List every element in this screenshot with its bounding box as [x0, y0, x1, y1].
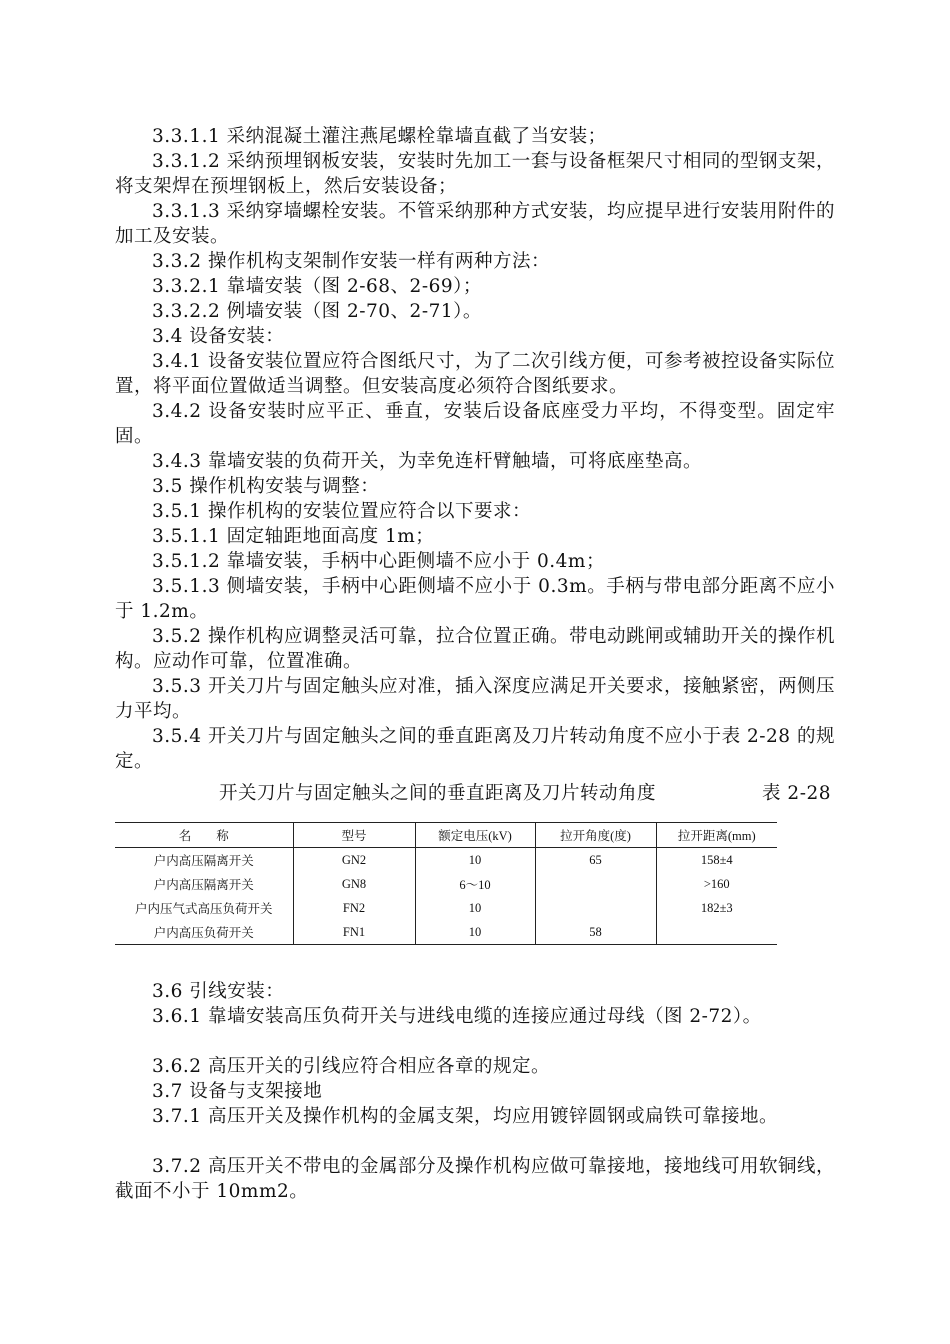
cell-model: FN1 — [293, 920, 415, 945]
cell-opening-distance: >160 — [656, 872, 777, 896]
paragraph-3-5-4: 3.5.4 开关刀片与固定触头之间的垂直距离及刀片转动角度不应小于表 2-28 的规定。 — [115, 726, 835, 772]
header-name: 名 称 — [115, 823, 293, 848]
spec-table — [115, 822, 777, 945]
paragraph-3-7-2: 3.7.2 高压开关不带电的金属部分及操作机构应做可靠接地，接地线可用软铜线，截面不小于 10mm2。 — [115, 1156, 835, 1202]
table-row — [115, 920, 777, 945]
table-row — [115, 848, 777, 873]
paragraph-3-3-1-1: 3.3.1.1 采纳混凝土灌注燕尾螺栓靠墙直截了当安装； — [152, 126, 607, 147]
table-caption-title: 开关刀片与固定触头之间的垂直距离及刀片转动角度 — [219, 783, 657, 804]
paragraph-3-4-2: 3.4.2 设备安装时应平正、垂直，安装后设备底座受力平均，不得变型。固定牢固。 — [115, 401, 835, 447]
paragraph-3-7-1: 3.7.1 高压开关及操作机构的金属支架，均应用镀锌圆钢或扁铁可靠接地。 — [152, 1106, 778, 1127]
paragraph-3-5-2: 3.5.2 操作机构应调整灵活可靠，拉合位置正确。带电动跳闸或辅助开关的操作机构。应动作可靠，位置准确。 — [115, 626, 835, 672]
header-opening-angle: 拉开角度(度) — [535, 823, 656, 848]
table-row — [115, 896, 777, 920]
header-rated-voltage: 额定电压(kV) — [415, 823, 535, 848]
heading-3-5: 3.5 操作机构安装与调整： — [152, 476, 380, 497]
cell-model: GN8 — [293, 872, 415, 896]
table-number: 表 2-28 — [762, 783, 831, 804]
cell-opening-angle — [535, 872, 656, 896]
heading-3-6: 3.6 引线安装： — [152, 981, 285, 1002]
cell-model: GN2 — [293, 848, 415, 873]
cell-name: 户内压气式高压负荷开关 — [134, 902, 273, 916]
header-model: 型号 — [293, 823, 415, 848]
table-header-row — [115, 823, 777, 848]
paragraph-3-6-2: 3.6.2 高压开关的引线应符合相应各章的规定。 — [152, 1056, 550, 1077]
heading-3-7: 3.7 设备与支架接地 — [152, 1081, 323, 1102]
paragraph-3-3-1-2: 3.3.1.2 采纳预埋钢板安装，安装时先加工一套与设备框架尺寸相同的型钢支架，将支架焊在预埋钢板上，然后安装设备； — [115, 151, 835, 197]
cell-rated-voltage: 10 — [415, 848, 535, 873]
cell-name: 户内高压负荷开关 — [115, 920, 293, 945]
cell-opening-angle: 65 — [535, 848, 656, 873]
paragraph-3-3-2-2: 3.3.2.2 例墙安装（图 2-70、2-71）。 — [152, 301, 482, 322]
cell-name: 户内高压隔离开关 — [153, 854, 254, 868]
paragraph-3-5-3: 3.5.3 开关刀片与固定触头应对准，插入深度应满足开关要求，接触紧密，两侧压力平均。 — [115, 676, 835, 722]
cell-opening-distance: 182±3 — [656, 896, 777, 920]
cell-opening-distance: 158±4 — [656, 848, 777, 873]
paragraph-3-3-1-3: 3.3.1.3 采纳穿墙螺栓安装。不管采纳那种方式安装，均应提早进行安装用附件的加工及安装。 — [115, 201, 835, 247]
paragraph-3-5-1-3: 3.5.1.3 侧墙安装，手柄中心距侧墙不应小于 0.3m。手柄与带电部分距离不应小于 1.2m。 — [115, 576, 835, 622]
table-row — [115, 872, 777, 896]
header-opening-distance: 拉开距离(mm) — [656, 823, 777, 848]
cell-model: FN2 — [293, 896, 415, 920]
paragraph-3-3-2-1: 3.3.2.1 靠墙安装（图 2-68、2-69）； — [152, 276, 482, 297]
paragraph-3-4-1: 3.4.1 设备安装位置应符合图纸尺寸，为了二次引线方便，可参考被控设备实际位置，将平面位置做适当调整。但安装高度必须符合图纸要求。 — [115, 351, 835, 397]
cell-opening-angle — [535, 896, 656, 920]
cell-opening-angle: 58 — [535, 920, 656, 945]
paragraph-3-3-2: 3.3.2 操作机构支架制作安装一样有两种方法： — [152, 251, 550, 272]
cell-rated-voltage: 10 — [415, 920, 535, 945]
paragraph-3-6-1: 3.6.1 靠墙安装高压负荷开关与进线电缆的连接应通过母线（图 2-72）。 — [152, 1006, 762, 1027]
heading-3-4: 3.4 设备安装： — [152, 326, 285, 347]
paragraph-3-5-1-1: 3.5.1.1 固定轴距地面高度 1m； — [152, 526, 435, 547]
paragraph-3-4-3: 3.4.3 靠墙安装的负荷开关，为幸免连杆臂触墙，可将底座垫高。 — [152, 451, 702, 472]
paragraph-3-5-1-2: 3.5.1.2 靠墙安装，手柄中心距侧墙不应小于 0.4m； — [152, 551, 605, 572]
cell-name: 户内高压隔离开关 — [153, 878, 254, 892]
cell-opening-distance — [656, 920, 777, 945]
cell-rated-voltage: 10 — [415, 896, 535, 920]
paragraph-3-5-1: 3.5.1 操作机构的安装位置应符合以下要求： — [152, 501, 531, 522]
cell-rated-voltage: 6～10 — [415, 872, 535, 896]
